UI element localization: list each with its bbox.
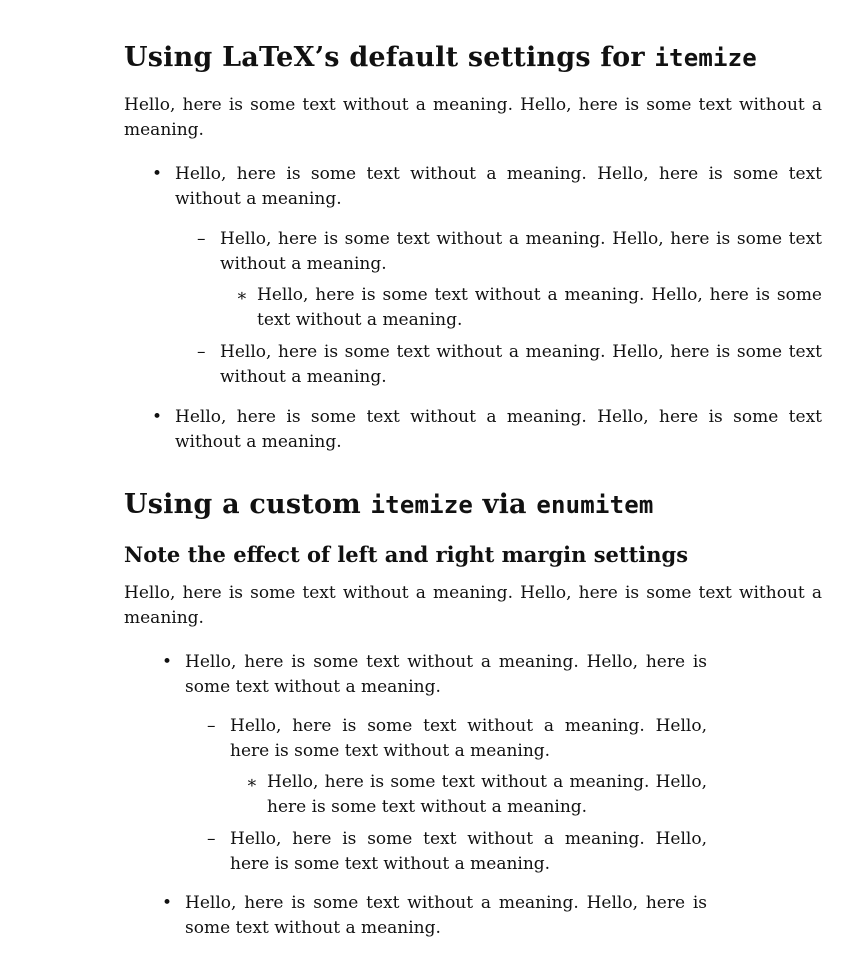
section-title-default-itemize [124,42,757,74]
dash-marker: – [207,716,216,736]
section-title-code: itemize [654,44,757,72]
list-item: Hello, here is some text without a meaning. Hello, here is some text without a meaning. [185,893,707,938]
section-title-text: Using LaTeX’s default settings for [124,42,655,73]
intro-paragraph: Hello, here is some text without a meaning. Hello, here is some text without a meaning. [124,95,822,140]
bullet-marker: • [162,893,173,913]
list-item: Hello, here is some text without a meaning. Hello, here is some text without a meaning. [220,229,822,274]
list-item: Hello, here is some text without a meaning. Hello, here is some text without a meaning. [257,285,822,330]
dash-marker: – [197,342,206,362]
section-title-code: itemize [370,491,474,519]
list-item: Hello, here is some text without a meaning. Hello, here is some text without a meaning. [175,407,822,452]
bullet-marker: • [152,407,163,427]
subsection-title: Note the effect of left and right margin settings [124,542,689,567]
bullet-marker: • [162,652,173,672]
dash-marker: – [197,229,206,249]
list-item: Hello, here is some text without a meaning. Hello, here is some text without a meaning. [185,652,707,697]
intro-paragraph: Hello, here is some text without a meaning. Hello, here is some text without a meaning. [124,583,822,628]
list-item: Hello, here is some text without a meaning. Hello, here is some text without a meaning. [230,716,707,761]
list-item: Hello, here is some text without a meaning. Hello, here is some text without a meaning. [175,164,822,209]
bullet-marker: • [152,164,163,184]
section-title-text: Using a custom [124,489,371,520]
asterisk-marker: ∗ [236,286,248,306]
section-title-code: enumitem [536,491,654,519]
list-item: Hello, here is some text without a meaning. Hello, here is some text without a meaning. [230,829,707,874]
dash-marker: – [207,829,216,849]
list-item: Hello, here is some text without a meaning. Hello, here is some text without a meaning. [220,342,822,387]
list-item: Hello, here is some text without a meaning. Hello, here is some text without a meaning. [267,772,707,817]
asterisk-marker: ∗ [246,773,258,793]
section-title-custom-itemize [124,489,654,521]
section-title-text: via [473,489,537,520]
